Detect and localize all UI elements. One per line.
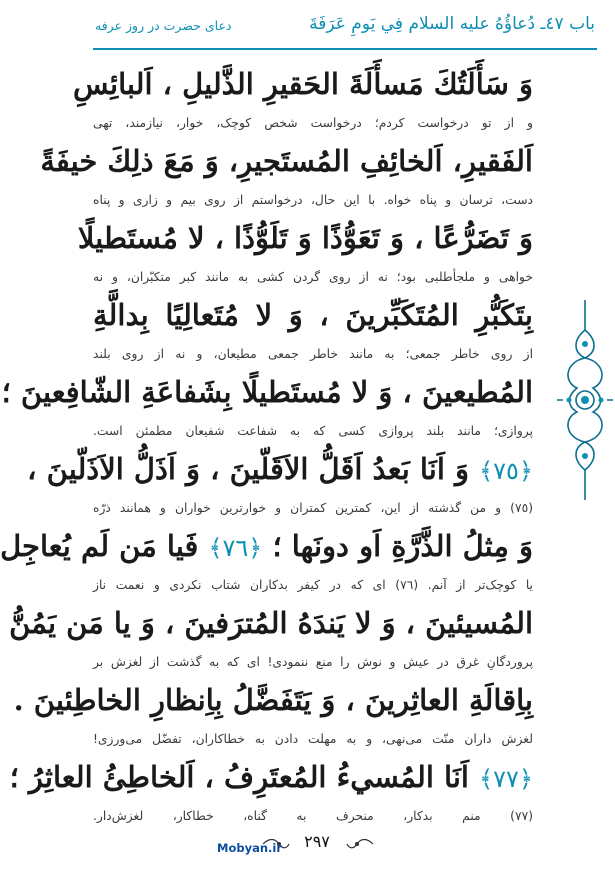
verse-number-76: ﴿٧٦﴾ [208, 534, 263, 562]
chapter-title: باب ٤٧ـ دُعاؤُهُ عليه السلام فِي يَومِ عَرَفَةَ [309, 14, 595, 34]
persian-line-8: پروردگانِ غرق در عیش و نوش را منع ننمودی! ای که به گذشت از لغزش بر [93, 655, 533, 669]
arabic-line-7-text-a: وَ مِثلُ الذَّرَّةِ اَو دونَها ؛ [272, 529, 533, 563]
arabic-line-6-text: وَ اَنَا بَعدُ اَقَلُّ الاَقَلّينَ ، وَ اَذَلُّ الاَذَلّينَ ، [27, 452, 469, 486]
chapter-subtitle: دعای حضرت در روز عرفه [95, 18, 232, 33]
page-footer [75, 824, 615, 864]
arabic-line-6 [27, 443, 533, 496]
arabic-line-4: بِتَكَبُّرِ المُتَكَبِّرينَ ، وَ لا مُتَعالِيًا بِدالَّةِ [93, 298, 533, 332]
arabic-line-10-text: اَنَا المُسيءُ المُعتَرِفُ ، اَلخاطِئُ العاثِرُ ؛ [9, 760, 469, 794]
header-divider [93, 48, 597, 50]
arabic-line-1: وَ سَأَلَتُكَ مَسأَلَةَ الحَقيرِ الذَّليلِ ، اَلبائِسِ [73, 67, 533, 101]
persian-line-6: (٧٥) و من گذشته از این، کمترین کمتران و خوارترین خواران و همانند ذرّه [93, 501, 533, 515]
text-body [0, 58, 533, 828]
arabic-line-10 [9, 751, 533, 804]
persian-line-1: و از تو درخواست کردم؛ درخواست شخص کوچک، خوار، نیازمند، تهی [93, 116, 533, 130]
arabic-line-7 [0, 520, 533, 573]
arabic-line-3: وَ تَضَرُّعًا ، وَ تَعَوُّذًا وَ تَلَوُّذًا ، لا مُستَطيلًا [77, 221, 533, 255]
persian-line-5: پروازی؛ مانند بلند پروازی کسی که به شفاعت شفیعان مطمئن است. [93, 424, 533, 438]
page-header [75, 6, 615, 46]
persian-line-7: یا کوچک‌تر از آنم. (٧٦) ای که در کیفر بدکاران شتاب نکردی و نعمت ناز [93, 578, 533, 592]
persian-line-2: دست، ترسان و پناه خواه. با این حال، درخواستم از روی بیم و زاری و پناه [93, 193, 533, 207]
arabic-line-2: اَلفَقيرِ، اَلخائِفِ المُستَجيرِ، وَ مَعَ ذلِكَ خيفَةً [40, 144, 533, 178]
persian-line-4: از روی خاطر جمعی؛ به مانند خاطر جمعی مطیعان، و نه از روی بلند [93, 347, 533, 361]
persian-line-10: (٧٧) منم بدکار، منحرف به گناه، خطاکار، لغزش‌دار. [93, 809, 533, 823]
arabic-line-8: المُسيئينَ ، وَ لا يَندَهُ المُترَفينَ ، وَ يا مَن يَمُنُّ [9, 606, 533, 640]
persian-line-3: خواهی و ملجأطلبی بود؛ نه از روی گردن کشی به مانند کبر متکبّران، و نه [93, 270, 533, 284]
floral-ornament-icon [555, 300, 615, 500]
footer-ornament-right-icon [347, 838, 375, 850]
arabic-line-5: المُطيعينَ ، وَ لا مُستَطيلًا بِشَفاعَةِ الشّافِعينَ ؛ [1, 375, 533, 409]
persian-line-9: لغزش داران منّت می‌نهی، و به مهلت دادن به خطاکاران، تفضّل می‌ورزی! [93, 732, 533, 746]
page-number: ٢٩٧ [304, 832, 330, 851]
site-brand[interactable]: Mobyan.ir [217, 841, 283, 855]
arabic-line-9: بِاِقالَةِ العاثِرينَ ، وَ يَتَفَضَّلُ بِاِنظارِ الخاطِئينَ . [13, 683, 533, 717]
verse-number-77: ﴿٧٧﴾ [479, 765, 533, 793]
verse-number-75: ﴿٧٥﴾ [479, 457, 533, 485]
arabic-line-7-text-b: فَيا مَن لَم يُعاجِل [0, 529, 199, 563]
